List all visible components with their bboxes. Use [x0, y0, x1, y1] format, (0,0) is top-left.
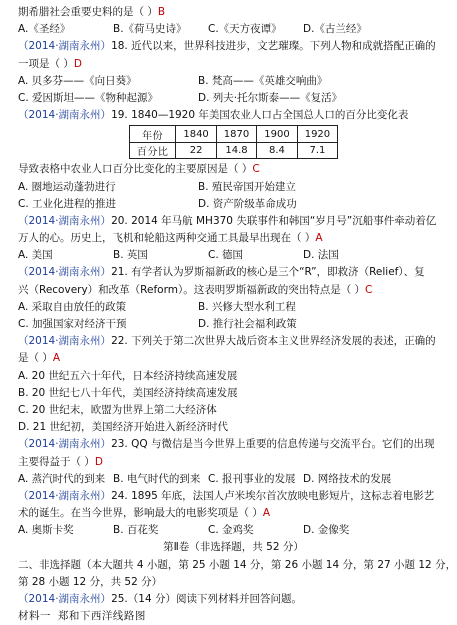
- q24-text-2: 术的诞生。在当今世界，影响最大的电影奖项是（ ）: [18, 507, 263, 520]
- q24-source-tag: （2014·湖南永州）: [18, 489, 112, 502]
- q17-tail-text: 期希腊社会重要史料的是（ ）: [18, 6, 158, 18]
- q19-options-row-2: [18, 196, 449, 213]
- question-20-stem: [18, 213, 449, 230]
- table-cell: 1870: [216, 126, 256, 143]
- table-header-row: [129, 126, 337, 143]
- q24-option-a: A. 奥斯卡奖: [18, 524, 74, 537]
- table-cell: 1920: [297, 126, 337, 143]
- q18-text-1: 18. 近代以来，世界科技进步，文艺璀璨。下列人物和成就搭配正确的: [111, 40, 436, 53]
- q21-option-b: B. 兴修大型水利工程: [198, 300, 296, 313]
- q20-text-2: 万人的心。历史上，飞机和轮船这两种交通工具最早出现在（ ）: [18, 232, 316, 245]
- part-2-title: 第Ⅱ卷（非选择题，共 52 分）: [163, 541, 304, 554]
- q18-options-row-1: [18, 73, 449, 90]
- q17-option-d: D.《古兰经》: [303, 23, 367, 36]
- q23-text-2: 主要得益于（ ）: [18, 455, 95, 468]
- q21-text-2: 兴（Recovery）和改革（Reform）。这表明罗斯福新政的突出特点是（ ）: [18, 283, 366, 296]
- question-17-stem: [18, 4, 449, 21]
- q20-source-tag: （2014·湖南永州）: [18, 214, 112, 227]
- table-cell: 14.8: [216, 142, 256, 159]
- q23-answer: D: [94, 455, 103, 468]
- question-18-stem-2: [18, 56, 449, 73]
- q21-answer: C: [365, 283, 373, 296]
- q22-source-tag: （2014·湖南永州）: [18, 335, 112, 348]
- q19-answer: C: [252, 163, 260, 176]
- q18-text-2: 一项是（ ）: [18, 57, 74, 70]
- q17-options: [18, 21, 449, 38]
- question-19-stem-2: [18, 161, 449, 178]
- q21-options-row-1: [18, 299, 449, 316]
- q17-answer: B: [157, 6, 166, 18]
- q18-option-a: A. 贝多芬——《向日葵》: [18, 74, 137, 87]
- table-cell: 1840: [176, 126, 216, 143]
- table-cell: 1900: [257, 126, 297, 143]
- question-22-stem: [18, 333, 449, 350]
- q21-options-row-2: [18, 316, 449, 333]
- section-2-heading: 二、非选择题（本大题共 4 小题，第 25 小题 14 分，第 26 小题 14 分，第 27 小题 12 分，: [18, 558, 457, 571]
- q23-options: [18, 471, 449, 488]
- q24-option-c: C. 金鸡奖: [208, 524, 254, 537]
- q19-option-a: A. 圈地运动蓬勃进行: [18, 180, 116, 193]
- q17-option-c: C.《天方夜谭》: [208, 23, 282, 36]
- question-21-stem-2: [18, 282, 449, 299]
- table-cell: 8.4: [257, 142, 297, 159]
- q18-answer: D: [73, 57, 82, 70]
- q17-option-a: A.《圣经》: [18, 23, 71, 36]
- table-cell: 年份: [129, 126, 176, 143]
- q18-option-b: B. 梵高——《英雄交响曲》: [198, 74, 328, 87]
- q23-option-d: D. 网络技术的发展: [303, 472, 392, 485]
- q19-text-2: 导致表格中农业人口百分比变化的主要原因是（ ）: [18, 163, 253, 176]
- q20-options: [18, 247, 449, 264]
- q19-table-wrapper: [18, 125, 449, 159]
- q24-options: [18, 522, 449, 539]
- q19-option-c: C. 工业化进程的推进: [18, 197, 117, 210]
- q25-source-tag: （2014·湖南永州）: [18, 593, 112, 605]
- q24-answer: A: [262, 507, 271, 520]
- q23-text-1: 23. QQ 与微信是当今世界上重要的信息传递与交流平台。它们的出现: [111, 438, 435, 451]
- q22-answer: A: [52, 352, 61, 365]
- q22-option-a: A. 20 世纪五六十年代，日本经济持续高速发展: [18, 369, 238, 382]
- q21-option-a: A. 采取自由放任的政策: [18, 300, 127, 313]
- q23-source-tag: （2014·湖南永州）: [18, 438, 112, 451]
- q22-text-2: 是（ ）: [18, 352, 53, 365]
- question-24-stem: [18, 488, 449, 505]
- q20-option-a: A. 美国: [18, 249, 53, 262]
- q20-option-c: C. 德国: [208, 249, 244, 262]
- q19-option-b: B. 殖民帝国开始建立: [198, 180, 296, 193]
- q23-option-c: C. 报刊事业的发展: [208, 472, 296, 485]
- q19-option-d: D. 资产阶级革命成功: [198, 197, 297, 210]
- question-20-stem-2: [18, 230, 449, 247]
- q18-option-d: D. 列夫·托尔斯泰——《复活》: [198, 91, 343, 104]
- question-25-stem: [18, 591, 449, 608]
- q22-text-1: 22. 下列关于第二次世界大战后资本主义世界经济发展的表述，正确的: [111, 335, 436, 348]
- q21-text-1: 21. 有学者认为罗斯福新政的核心是三个“R”，即救济（Relief）、复: [111, 266, 425, 279]
- q20-option-d: D. 法国: [303, 249, 339, 262]
- q25-text: 25.（14 分）阅读下列材料并回答问题。: [111, 593, 302, 605]
- q25-material-label: 材料一 郑和下西洋线路图: [18, 610, 146, 623]
- q19-options-row-1: [18, 179, 449, 196]
- q20-text-1: 20. 2014 年马航 MH370 失联事件和韩国“岁月号”沉船事件牵动着亿: [111, 214, 437, 227]
- table-row: [129, 142, 337, 159]
- question-22-stem-2: [18, 350, 449, 367]
- section-2-heading-2: 第 28 小题 12 分，共 52 分）: [18, 575, 163, 588]
- q17-option-b: B.《荷马史诗》: [113, 23, 187, 36]
- table-cell: 百分比: [129, 142, 176, 159]
- q19-population-table: [129, 125, 338, 159]
- q24-option-b: B. 百花奖: [113, 524, 159, 537]
- question-23-stem-2: [18, 454, 449, 471]
- q22-option-b: B. 20 世纪七八十年代，美国经济持续高速发展: [18, 386, 238, 399]
- q23-option-a: A. 蒸汽时代的到来: [18, 472, 106, 485]
- q19-source-tag: （2014·湖南永州）: [18, 109, 112, 122]
- q18-option-c: C. 爱因斯坦——《物种起源》: [18, 91, 159, 104]
- question-24-stem-2: [18, 505, 449, 522]
- q19-text-1: 19. 1840—1920 年美国农业人口占全国总人口的百分比变化表: [111, 109, 409, 122]
- table-cell: 22: [176, 142, 216, 159]
- q22-option-c: C. 20 世纪末，欧盟为世界上第二大经济体: [18, 403, 217, 416]
- q20-answer: A: [315, 232, 323, 245]
- question-19-stem: [18, 107, 449, 124]
- question-23-stem: [18, 436, 449, 453]
- q21-option-c: C. 加强国家对经济干预: [18, 318, 127, 330]
- q24-text-1: 24. 1895 年底，法国人卢米埃尔首次放映电影短片，这标志着电影艺: [111, 489, 435, 502]
- q22-option-d: D. 21 世纪初，美国经济开始进入新经济时代: [18, 421, 228, 434]
- question-18-stem: [18, 38, 449, 55]
- q18-source-tag: （2014·湖南永州）: [18, 40, 112, 53]
- q24-option-d: D. 金像奖: [303, 524, 350, 537]
- q18-options-row-2: [18, 90, 449, 107]
- q21-source-tag: （2014·湖南永州）: [18, 266, 112, 279]
- q21-option-d: D. 推行社会福利政策: [198, 318, 297, 330]
- table-cell: 7.1: [297, 142, 337, 159]
- question-21-stem: [18, 264, 449, 281]
- q23-option-b: B. 电气时代的到来: [113, 472, 201, 485]
- q20-option-b: B. 英国: [113, 249, 148, 262]
